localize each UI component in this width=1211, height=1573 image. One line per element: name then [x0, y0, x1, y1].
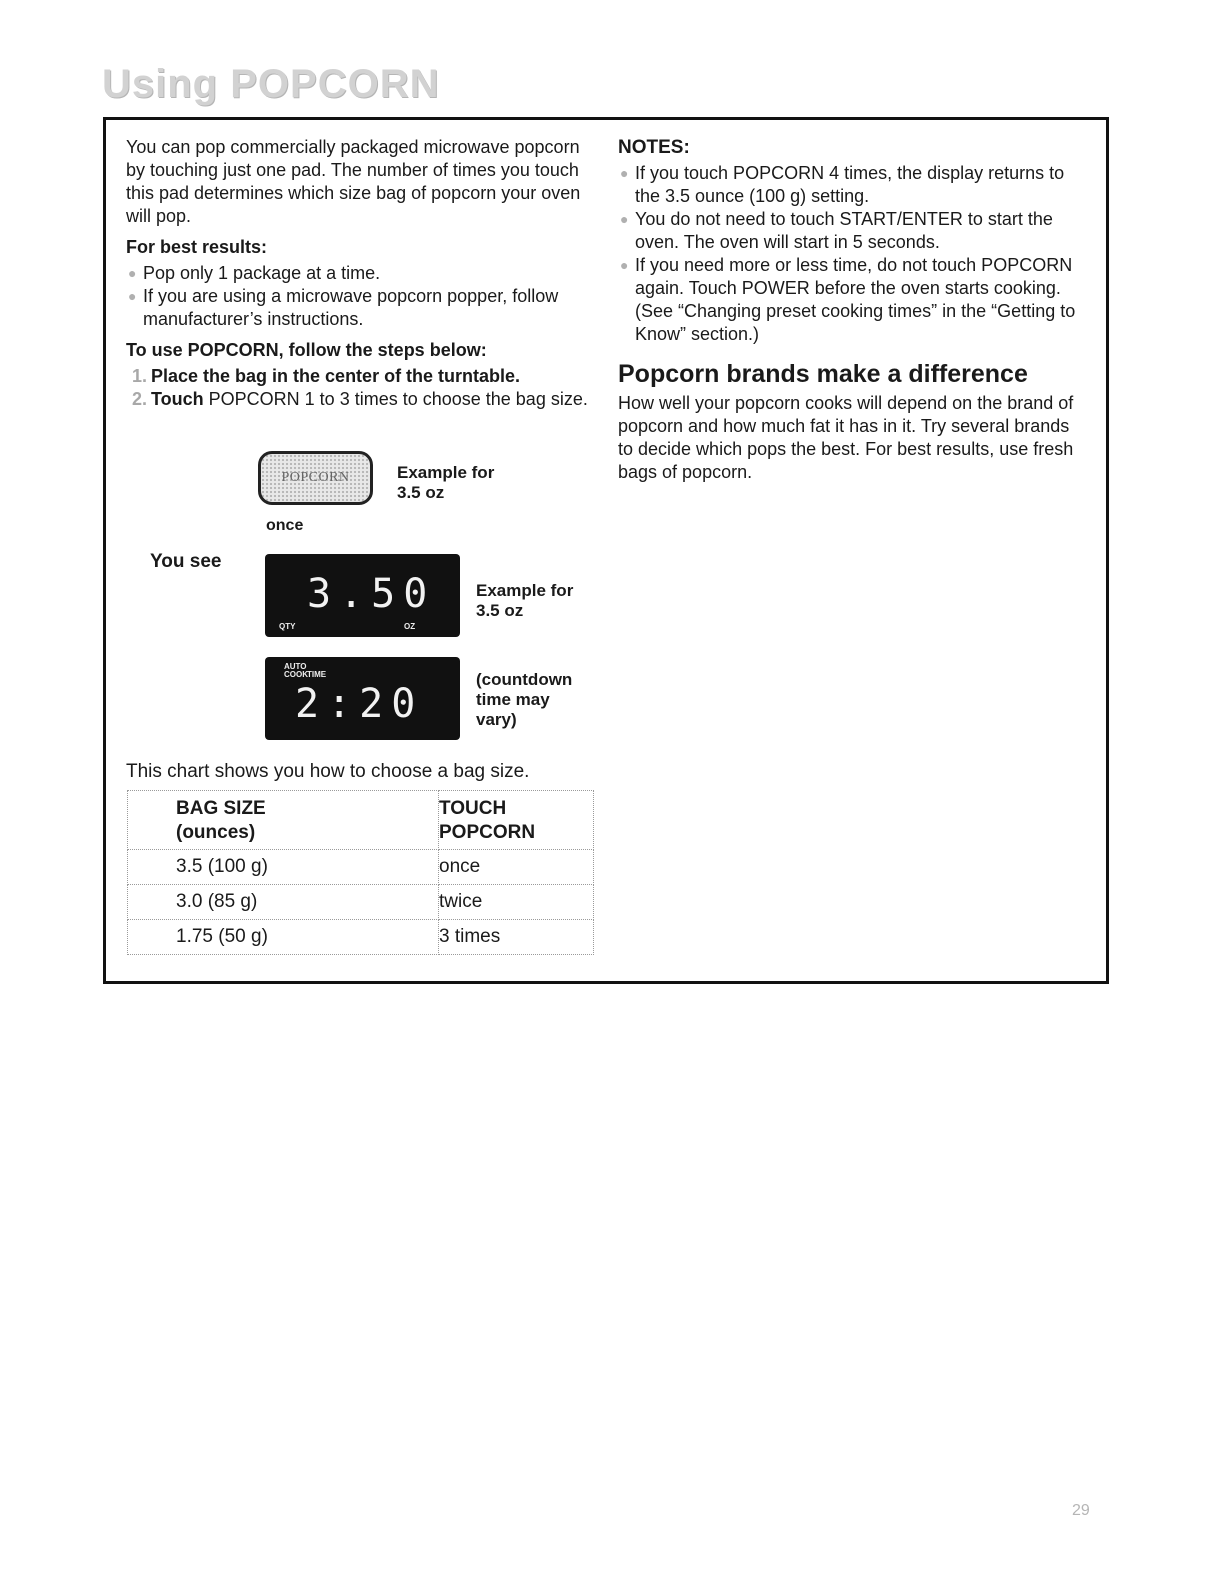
step-number: 2.	[132, 389, 148, 409]
table-header-touch	[439, 791, 594, 850]
display-qty-label: QTY	[279, 622, 296, 631]
best-results-item	[126, 262, 596, 285]
page-number: 29	[1072, 1502, 1090, 1519]
step-number: 1.	[132, 366, 148, 386]
bag-size-table	[127, 790, 594, 955]
display-auto-label: AUTO	[284, 662, 307, 671]
note-text: If you touch POPCORN 4 times, the display returns to the 3.5 ounce (100 g) setting.	[635, 163, 1065, 206]
note-text: If you need more or less time, do not touch POPCORN again. Touch POWER before the oven starts cooking. (See “Changing preset cooking times” in the “Getting to Know” section.)	[635, 255, 1076, 344]
bullet-text: If you are using a microwave popcorn popper, follow manufacturer’s instructions.	[143, 286, 559, 329]
bullet-icon: ●	[128, 265, 137, 281]
pad-label: POPCORN	[281, 470, 350, 485]
best-results-heading: For best results:	[126, 237, 268, 257]
table-row	[128, 920, 594, 955]
table-cell-touch: 3 times	[439, 920, 594, 955]
pad-press-count: once	[266, 517, 304, 534]
table-row	[128, 850, 594, 885]
step-1	[126, 365, 596, 388]
header-line: POPCORN	[439, 822, 536, 843]
note-text: You do not need to touch START/ENTER to start the oven. The oven will start in 5 seconds.	[635, 209, 1053, 252]
table-cell-touch: once	[439, 850, 594, 885]
table-cell-bag-size: 3.5 (100 g)	[128, 850, 439, 885]
step-2	[126, 388, 596, 411]
display-time-label: TIME	[307, 670, 327, 679]
note-item	[618, 208, 1088, 254]
table-header-row	[128, 791, 594, 850]
table-cell-bag-size: 3.0 (85 g)	[128, 885, 439, 920]
step-text: Place the bag in the center of the turntable.	[151, 366, 521, 386]
display-oz-label: OZ	[404, 622, 416, 631]
left-column	[126, 136, 596, 411]
step-text: POPCORN 1 to 3 times to choose the bag size.	[203, 389, 588, 409]
countdown-note: (countdown time may vary)	[476, 670, 573, 729]
table-header-bag-size	[128, 791, 439, 850]
brands-heading: Popcorn brands make a difference	[618, 360, 1028, 388]
display-digits: 2:20	[295, 681, 424, 727]
steps-heading: To use POPCORN, follow the steps below:	[126, 340, 487, 360]
right-column	[618, 136, 1088, 484]
oven-display-weight	[265, 554, 460, 637]
display-digits: 3.50	[307, 571, 436, 617]
table-cell-touch: twice	[439, 885, 594, 920]
bullet-icon: ●	[620, 211, 629, 227]
brands-paragraph: How well your popcorn cooks will depend on the brand of popcorn and how much fat it has in it. Try several brands to decide which pops the best. For best results, use fresh bags of popcorn.	[618, 393, 1074, 482]
popcorn-pad-button	[258, 451, 373, 505]
note-item	[618, 254, 1088, 346]
bullet-icon: ●	[128, 288, 137, 304]
header-line: (ounces)	[176, 822, 256, 843]
bullet-icon: ●	[620, 257, 629, 273]
step-bold-text: Touch	[151, 389, 204, 409]
bullet-icon: ●	[620, 165, 629, 181]
oven-display-countdown	[265, 657, 460, 740]
header-line: TOUCH	[439, 798, 507, 819]
note-item	[618, 162, 1088, 208]
page-title: Using POPCORN	[102, 62, 440, 106]
best-results-item	[126, 285, 596, 331]
pad-example-note: Example for 3.5 oz	[397, 463, 495, 502]
you-see-label: You see	[150, 551, 222, 572]
display-example-note: Example for 3.5 oz	[476, 581, 574, 620]
display-cook-label: COOK	[284, 670, 308, 679]
bullet-text: Pop only 1 package at a time.	[143, 263, 381, 283]
table-row	[128, 885, 594, 920]
intro-paragraph: You can pop commercially packaged microwave popcorn by touching just one pad. The number of times you touch this pad determines which size bag of popcorn your oven will pop.	[126, 137, 581, 226]
notes-heading: NOTES:	[618, 137, 690, 158]
table-cell-bag-size: 1.75 (50 g)	[128, 920, 439, 955]
header-line: BAG SIZE	[176, 798, 266, 819]
chart-caption: This chart shows you how to choose a bag size.	[126, 761, 530, 782]
